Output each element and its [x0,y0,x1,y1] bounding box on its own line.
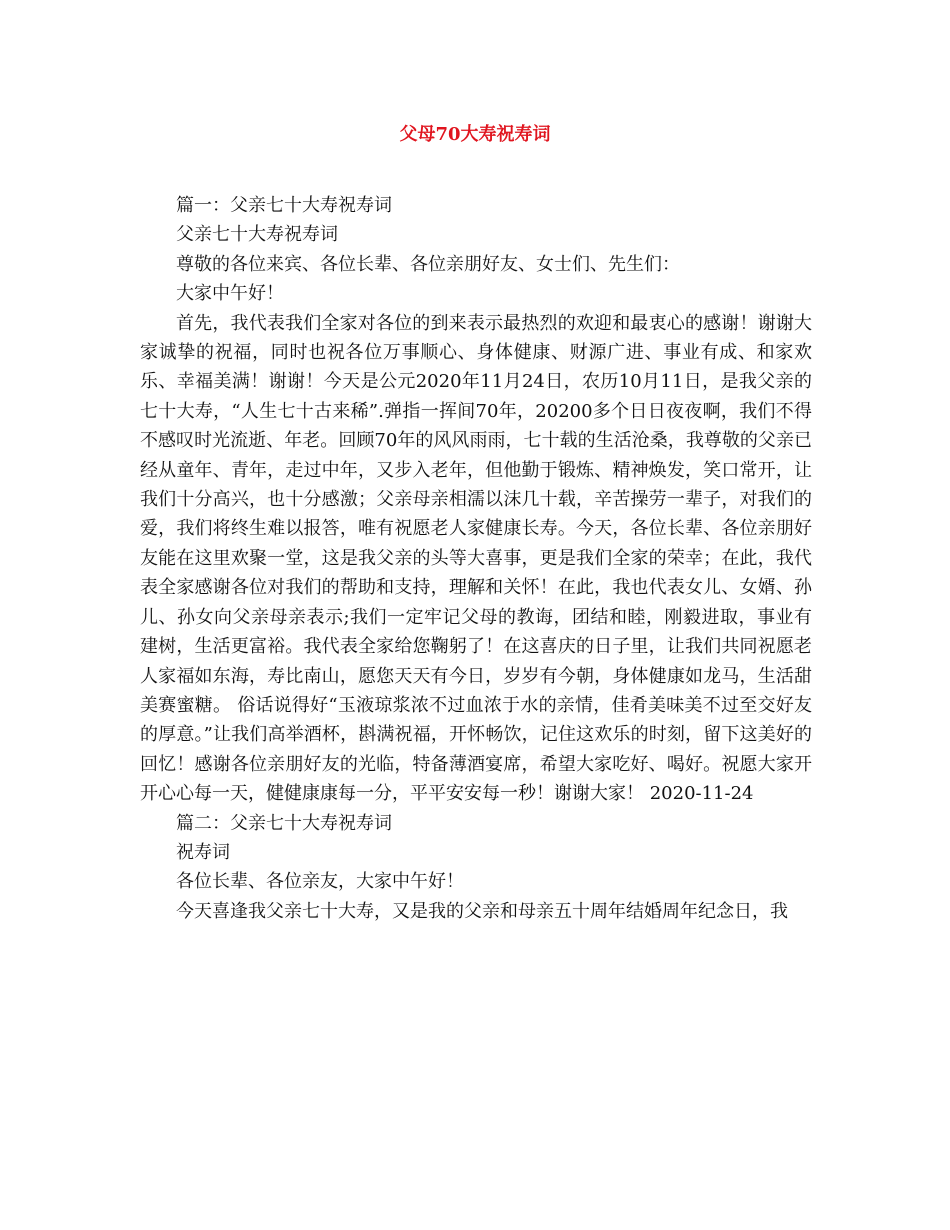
document-title: 父母70大寿祝寿词 [399,124,551,145]
speech-title-1: 父亲七十大寿祝寿词 [176,224,338,246]
section-heading-2: 篇二：父亲七十大寿祝寿词 [176,812,392,834]
salutation-1: 尊敬的各位来宾、各位长辈、各位亲朋好友、女士们、先生们： [176,253,680,275]
document-body [140,191,812,926]
section-heading-1: 篇一：父亲七十大寿祝寿词 [176,195,392,216]
speech-title-2: 祝寿词 [176,841,230,863]
greeting-1: 大家中午好！ [176,283,284,305]
speech-body-2: 今天喜逢我父亲七十大寿，又是我的父亲和母亲五十周年结婚周年纪念日，我 [176,900,788,922]
salutation-2: 各位长辈、各位亲友，大家中午好！ [176,871,464,893]
speech-body-1: 首先，我代表我们全家对各位的到来表示最热烈的欢迎和最衷心的感谢！谢谢大家诚挚的祝福，同时也祝各位万事顺心、身体健康、财源广进、事业有成、和家欢乐、幸福美满！谢谢！今天是公元2020年11月24日，农历10月11日，是我父亲的七十大寿，“人生七十古来稀”.弹指一挥间70年，20200多个日日夜夜啊，我们不得不感叹时光流逝、年老。回顾70年的风风雨雨，七十载的生活沧桑，我尊敬的父亲已经从童年、青年，走过中年，又步入老年，但他勤于锻炼、精神焕发，笑口常开，让我们十分高兴，也十分感激；父亲母亲相濡以沫几十载，辛苦操劳一辈子，对我们的爱，我们将终生难以报答，唯有祝愿老人家健康长寿。今天，各位长辈、各位亲朋好友能在这里欢聚一堂，这是我父亲的头等大喜事，更是我们全家的荣幸；在此，我代表全家感谢各位对我们的帮助和支持，理解和关怀！在此，我也代表女儿、女婿、孙儿、孙女向父亲母亲表示;我们一定牢记父母的教诲，团结和睦，刚毅进取，事业有建树，生活更富裕。我代表全家给您鞠躬了！在这喜庆的日子里，让我们共同祝愿老人家福如东海，寿比南山，愿您天天有今日，岁岁有今朝，身体健康如龙马，生活甜美赛蜜糖。 俗话说得好“玉液琼浆浓不过血浓于水的亲情，佳肴美味美不过至交好友的厚意。”让我们高举酒杯，斟满祝福，开怀畅饮，记住这欢乐的时刻，留下这美好的回忆！感谢各位亲朋好友的光临，特备薄酒宴席，希望大家吃好、喝好。祝愿大家开开心心每一天，健健康康每一分，平平安安每一秒！谢谢大家！ 2020-11-24 [140,312,812,805]
